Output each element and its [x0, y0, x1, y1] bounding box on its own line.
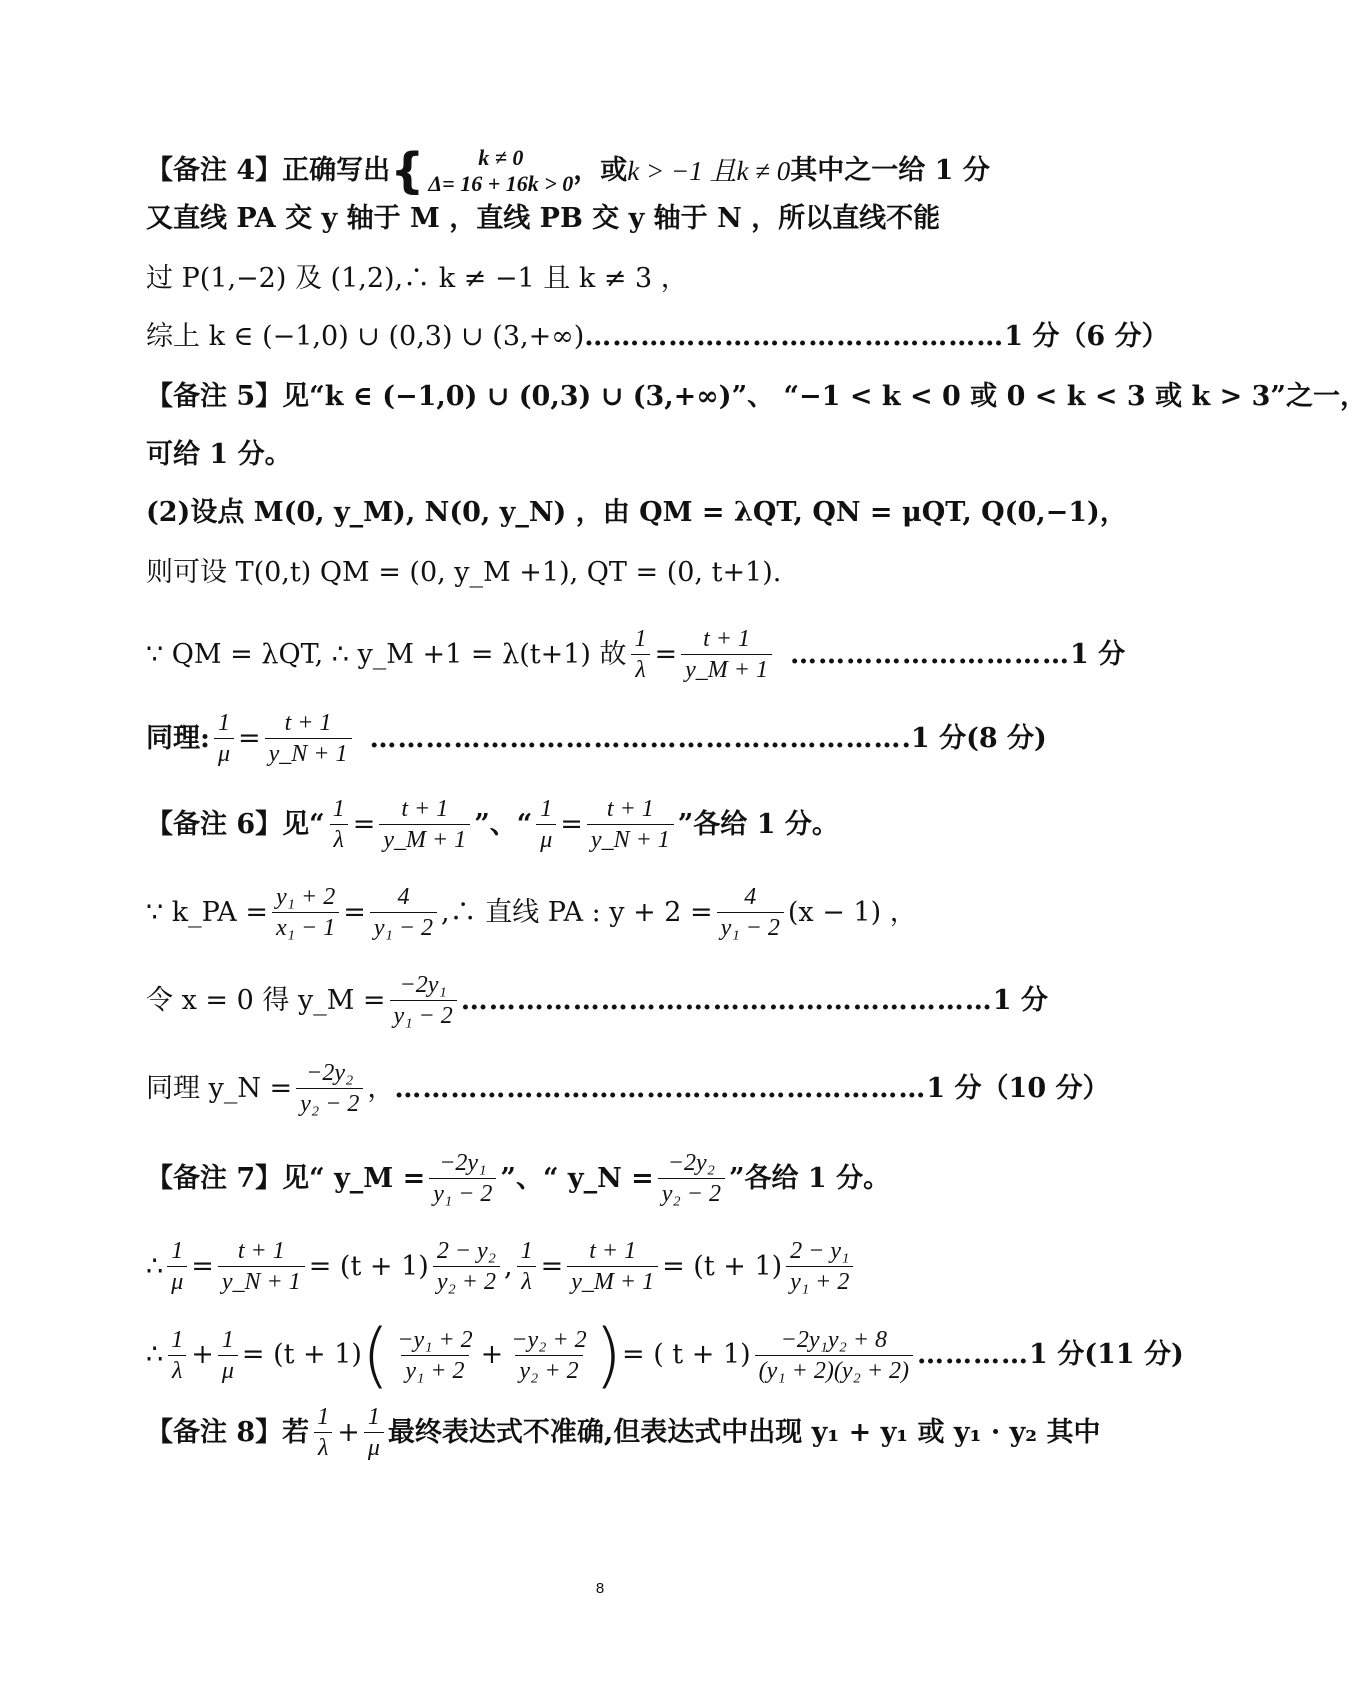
therefore: ∴	[146, 1250, 164, 1282]
line-pa-tail: (x − 1) ，	[787, 896, 917, 928]
denominator: (y₁ + 2)(y₂ + 2)	[755, 1355, 913, 1386]
fraction	[390, 970, 457, 1031]
fraction	[364, 1402, 384, 1463]
numerator: −2y₂	[306, 1060, 354, 1086]
factor: = (t + 1)	[308, 1250, 429, 1282]
numerator: 1	[540, 796, 553, 822]
leader-dots: …………	[917, 1339, 1030, 1370]
numerator: 1	[520, 1238, 533, 1264]
remark-4-score: 其中之一给 1 分	[790, 155, 990, 186]
score-label: 1 分	[992, 984, 1048, 1016]
fraction	[329, 794, 349, 855]
denominator: y_N + 1	[587, 824, 674, 855]
denominator: μ	[218, 1355, 238, 1386]
line-pa-pb-text: 又直线 PA 交 y 轴于 M ，直线 PB 交 y 轴于 N ，所以直线不能	[146, 203, 941, 234]
denominator: x₁ − 1	[272, 912, 339, 943]
remark-7-line	[146, 1148, 890, 1209]
denominator: y_M + 1	[681, 654, 772, 685]
numerator: 1	[171, 1238, 184, 1264]
fraction	[681, 624, 772, 685]
denominator: μ	[364, 1432, 384, 1463]
remark-8-label: 【备注 8】若	[146, 1416, 310, 1448]
remark-5-line	[146, 380, 1367, 414]
numerator: 1	[634, 626, 647, 652]
denominator: μ	[536, 824, 556, 855]
plus: +	[337, 1416, 360, 1448]
remark-7-score: ”各给 1 分。	[728, 1162, 891, 1194]
assume-t-text: 则可设 T(0,t) QM = (0, y_M +1), QT = (0, t+1).	[146, 557, 782, 588]
fraction	[717, 882, 784, 943]
inequality-system: { k ≠ 0 Δ= 16 + 16k > 0	[390, 143, 574, 199]
factor: = (t + 1)	[241, 1339, 362, 1370]
numerator: t + 1	[237, 1238, 285, 1264]
score-label: 1 分（6 分）	[1004, 321, 1169, 352]
denominator: y₂ − 2	[658, 1178, 725, 1209]
line-pass-p	[146, 262, 688, 296]
remark-5-cont	[146, 438, 292, 472]
remark-8-line	[146, 1402, 1101, 1463]
lambda-relation-text: ∵ QM = λQT, ∴ y_M +1 = λ(t+1) 故	[146, 638, 627, 670]
yn-label: 同理 y_N =	[146, 1072, 293, 1104]
remark-7-label: 【备注 7】见“ y_M =	[146, 1162, 426, 1194]
denominator: y₁ − 2	[370, 912, 437, 943]
denominator: y₁ − 2	[390, 1000, 457, 1031]
right-paren: )	[594, 1314, 622, 1396]
numerator: 4	[744, 884, 757, 910]
fraction	[517, 1236, 537, 1297]
score-label: .1 分(8 分)	[901, 722, 1047, 754]
remark-6-label: 【备注 6】见“	[146, 808, 325, 840]
numerator: 2 − y₁	[790, 1238, 850, 1264]
reciprocal-expressions: ∴ $\frac{1}{\mu}$ = $\frac{t + 1}{y\_N + 1}$ = (t + 1) $\frac{\text{2 − y₂}}{\text{y₂ + 2}}$ , $\frac{1}{\lambda}$ = $\frac{t + 1}{y\_M + 1}$ = (t + 1) $\frac{\text{2 − y₁}}{\text{y₁ + 2}}$	[146, 1236, 857, 1297]
denominator: y_N + 1	[218, 1266, 305, 1297]
fraction	[536, 794, 556, 855]
fraction	[429, 1148, 496, 1209]
remark-8-text: 最终表达式不准确,但表达式中出现 y₁ + y₁ 或 y₁ · y₂ 其中	[387, 1416, 1101, 1448]
score-label: 1 分	[1070, 638, 1126, 670]
factor: = (t + 1)	[662, 1250, 783, 1282]
remark-6-sep: ”、“	[474, 808, 533, 840]
fraction	[433, 1236, 500, 1297]
numerator: t + 1	[589, 1238, 637, 1264]
denominator: y₁ − 2	[429, 1178, 496, 1209]
numerator: t + 1	[703, 626, 751, 652]
equals: =	[238, 722, 261, 754]
remark-4-cond: k > −1 且k ≠ 0	[627, 156, 791, 186]
line-pa-eq: ,∴ 直线 PA : y + 2 =	[441, 896, 713, 928]
yn-comma: ，	[367, 1072, 395, 1104]
denominator: λ	[517, 1266, 535, 1297]
fraction	[370, 882, 437, 943]
leader-dots: …………………………	[790, 638, 1070, 670]
numerator: −2y₂	[667, 1150, 715, 1176]
denominator: λ	[168, 1355, 186, 1386]
remark-6-line: 【备注 6】见“ $\frac{1}{\lambda}$ = $\frac{t + 1}{y\_M + 1}$ ”、“ $\frac{1}{\mu}$ = $\frac{t + 1}{y\_N + 1}$ ”各给 1 分。	[146, 796, 839, 853]
numerator: 2 − y₂	[436, 1238, 497, 1264]
numerator: −y₁ + 2	[397, 1326, 473, 1353]
numerator: −2y₁y₂ + 8	[780, 1326, 888, 1353]
remark-4-line	[146, 145, 990, 197]
numerator: y₁ + 2	[276, 884, 336, 910]
fraction	[167, 1325, 187, 1386]
remark-4-or: ，或	[573, 155, 628, 186]
part-2-setup	[146, 496, 1127, 530]
fraction	[272, 882, 339, 943]
fraction	[218, 1236, 305, 1297]
fraction	[658, 1148, 725, 1209]
fraction	[218, 1325, 238, 1386]
line-pa-pb	[146, 202, 940, 236]
fraction	[296, 1058, 363, 1119]
assume-t	[146, 556, 781, 590]
page-number: 8	[595, 1580, 605, 1597]
equals: =	[352, 808, 376, 840]
equals: =	[654, 638, 678, 670]
conclusion-k-text: 综上 k ∈ (−1,0) ∪ (0,3) ∪ (3,+∞)	[146, 321, 585, 352]
numerator: t + 1	[606, 796, 654, 822]
denominator: μ	[214, 738, 234, 769]
system-row-1: k ≠ 0	[478, 145, 524, 170]
remark-5-cont-text: 可给 1 分。	[146, 439, 292, 470]
sum-reciprocals: ∴ $\frac{1}{\lambda}$ + $\frac{1}{\mu}$ = (t + 1) ( $\frac{\text{−y₁ + 2}}{\text{y₁ + 2}}$ + $\frac{\text{−y₂ + 2}}{\text{y₂ + 2}}$ ) = ( t + 1) $\frac{\text{−2y₁y₂ + 8}}{\text{(y₁ + 2)(y₂ + 2)}}$ ………… 1 分(11 分)	[146, 1314, 1184, 1396]
denominator: y₁ + 2	[786, 1266, 853, 1297]
equals: =	[191, 1250, 214, 1282]
remark-7-sep: ”、“ y_N =	[500, 1162, 654, 1194]
fraction	[567, 1236, 658, 1297]
denominator: y_N + 1	[265, 738, 352, 769]
fraction	[507, 1325, 590, 1386]
remark-6-score: ”各给 1 分。	[677, 808, 839, 840]
left-paren: (	[361, 1314, 390, 1396]
fraction	[755, 1325, 913, 1386]
plus: +	[191, 1339, 214, 1370]
leader-dots: …………………………………………………	[369, 722, 902, 754]
yn-value	[146, 1058, 1110, 1119]
fraction	[167, 1236, 187, 1297]
score-label: 1 分(11 分)	[1029, 1339, 1184, 1370]
denominator: μ	[167, 1266, 187, 1297]
numerator: t + 1	[284, 710, 332, 736]
numerator: −2y₁	[439, 1150, 487, 1176]
numerator: 1	[221, 1326, 234, 1353]
denominator: λ	[631, 654, 649, 685]
line-pass-p-text: 过 P(1,−2) 及 (1,2),∴ k ≠ −1 且 k ≠ 3 ，	[146, 263, 688, 294]
mu-relation-label: 同理:	[146, 722, 210, 754]
fraction	[214, 708, 234, 769]
fraction	[313, 1402, 333, 1463]
leader-dots: …………………………………………………	[460, 984, 993, 1016]
fraction	[393, 1325, 476, 1386]
fraction	[631, 624, 651, 685]
numerator: 1	[367, 1404, 380, 1430]
leader-dots: …………………………………………………	[394, 1072, 927, 1104]
score-label: 1 分（10 分）	[926, 1072, 1110, 1104]
remark-4-label: 【备注 4】正确写出	[146, 155, 391, 186]
numerator: t + 1	[401, 796, 449, 822]
fraction	[265, 708, 352, 769]
denominator: y₂ − 2	[296, 1088, 363, 1119]
numerator: 1	[332, 796, 345, 822]
numerator: 1	[317, 1404, 330, 1430]
denominator: y₁ − 2	[717, 912, 784, 943]
denominator: λ	[314, 1432, 332, 1463]
part-2-text: (2)设点 M(0, y_M), N(0, y_N) ，由 QM = λQT, QN = μQT, Q(0,−1)，	[146, 497, 1127, 528]
denominator: y₁ + 2	[401, 1355, 468, 1386]
slope-pa-label: ∵ k_PA =	[146, 896, 269, 928]
ym-label: 令 x = 0 得 y_M =	[146, 984, 386, 1016]
fraction	[786, 1236, 853, 1297]
system-row-2: Δ= 16 + 16k > 0	[428, 171, 574, 196]
denominator: y_M + 1	[379, 824, 470, 855]
denominator: y₂ + 2	[433, 1266, 500, 1297]
leader-dots: ………………………………………	[584, 321, 1005, 352]
slope-pa	[146, 882, 917, 943]
lambda-relation	[146, 624, 1125, 685]
factor: = ( t + 1)	[621, 1339, 751, 1370]
mu-relation	[146, 708, 1047, 769]
numerator: 1	[217, 710, 230, 736]
comma: ,	[504, 1250, 513, 1282]
ym-value	[146, 970, 1048, 1031]
denominator: y₂ + 2	[515, 1355, 582, 1386]
line-conclusion-k	[146, 320, 1169, 354]
fraction	[587, 794, 674, 855]
denominator: y_M + 1	[567, 1266, 658, 1297]
numerator: 1	[171, 1326, 184, 1353]
equals: =	[343, 896, 366, 928]
therefore: ∴	[146, 1339, 164, 1370]
numerator: 4	[397, 884, 410, 910]
numerator: −y₂ + 2	[511, 1326, 587, 1353]
denominator: λ	[330, 824, 348, 855]
fraction	[379, 794, 470, 855]
numerator: −2y₁	[399, 972, 447, 998]
remark-5-text: 【备注 5】见“k ∈ (−1,0) ∪ (0,3) ∪ (3,+∞)”、 “−1 < k < 0 或 0 < k < 3 或 k > 3”之一，	[146, 381, 1367, 412]
